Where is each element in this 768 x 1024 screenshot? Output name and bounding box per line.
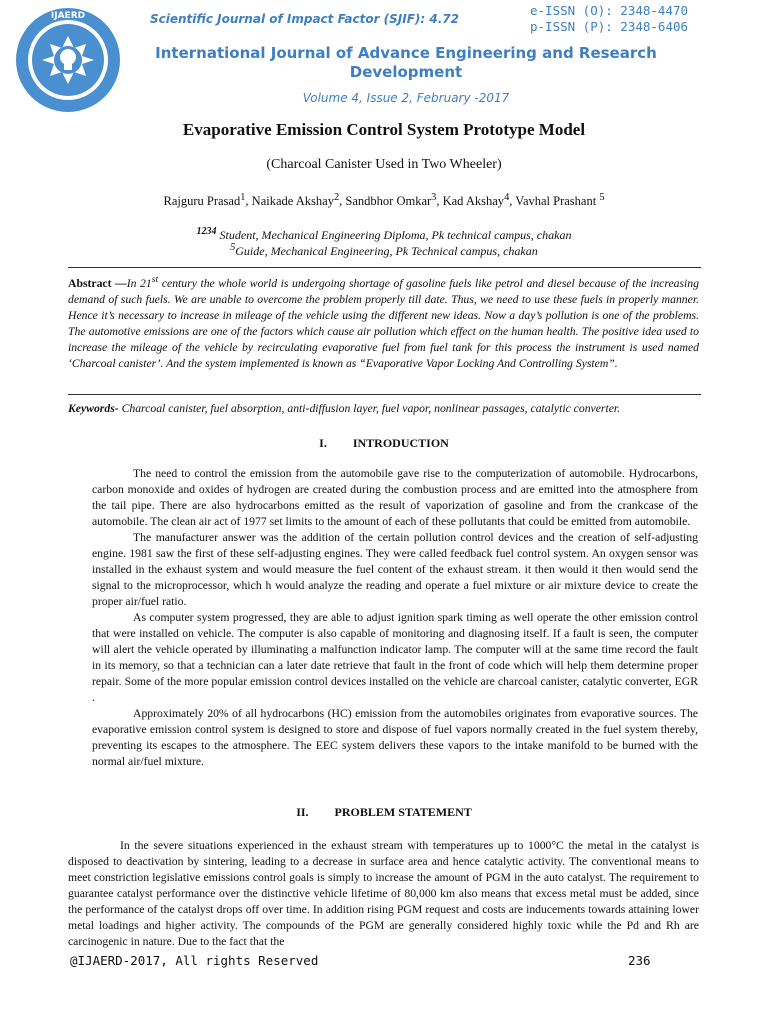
author-sup: 4 — [504, 192, 510, 203]
eissn: e-ISSN (O): 2348-4470 — [530, 3, 689, 18]
section-title: INTRODUCTION — [352, 436, 449, 450]
keywords-label: Keywords- — [68, 402, 119, 415]
section-title: PROBLEM STATEMENT — [334, 805, 472, 819]
abstract — [68, 272, 699, 372]
paragraph: Approximately 20% of all hydrocarbons (HC) emission from the automobiles originates from evaporative sources. The evaporative emission control system is designed to store and dispose of fuel vapors normally created in the fuel system thereby, preventing its escapes to the atmosphere. The EEC system delivers these vapors to the intake manifold to be burned with the normal air/fuel mixture. — [92, 707, 698, 768]
page-number: 236 — [628, 953, 651, 968]
paragraph: As computer system progressed, they are able to adjust ignition spark timing as well operate the other emission control that were installed on vehicle. The computer is also capable of monitoring and diagnosing itself. If a fault is seen, the computer will alert the vehicle operated by illuminating a malfunction indicator lamp. The computer will at the same time record the fault in its memory, so that a technician can a later date retrieve that fault in the front of code which will help them determine proper repair. Some of the more popular emission control devices installed on the vehicle are charcoal canister, catalytic converter, EGR . — [92, 611, 698, 704]
paragraph: In the severe situations experienced in the exhaust stream with temperatures up to 1000°C the metal in the catalyst is disposed to deactivation by sintering, leading to a decrease in surface area and hence catalytic activity. The conventional means to meet constriction legislative emissions control goals is simply to increase the amount of PGM in the auto catalyst. The requirement to guarantee catalyst performance over the distinctive vehicle lifetime of 80,000 km also means that excess metal must be added, since the performance of the catalyst drops off over time. In addition rising PGM request and costs are inducements towards attaining lower metal loadings and higher activity. The compounds of the PGM are generally considered highly toxic while the Pd and Rh are carcinogenic in nature. Due to the fact that the — [68, 839, 699, 948]
introduction-body — [92, 466, 698, 770]
abstract-pre: In 21 — [126, 276, 152, 290]
author-name: Vavhal Prashant — [515, 194, 600, 209]
section-heading-problem-statement — [0, 805, 768, 820]
keywords — [68, 402, 708, 415]
affiliation-2-text: Guide, Mechanical Engineering, Pk Technical campus, chakan — [235, 244, 538, 258]
abstract-text: century the whole world is undergoing shortage of gasoline fuels like petrol and diesel because of the increasing demand of such fuels. We are unable to overcome the problem properly till date. Thus, we need to use these fuels in properly manner. Hence it’s necessary to increase in mileage of the vehicle using the different new ideas. Now a day’s pollution is one of the problems. The automotive emissions are one of the factors which cause air pollution which effect on the human health. The positive idea used to increase the mileage of the vehicle by recirculating evaporative fuel from fuel tank for this process the instrument is used named ‘Charcoal canister’. And the system implemented is known as “Evaporative Vapor Locking And Controlling System”. — [68, 276, 699, 370]
abstract-top-rule — [68, 267, 701, 268]
author-name: Rajguru Prasad — [163, 194, 241, 209]
volume-issue: Volume 4, Issue 2, February -2017 — [302, 91, 510, 105]
affiliation-2 — [0, 242, 768, 259]
sjif-impact-factor: Scientific Journal of Impact Factor (SJIF): 4.72 — [150, 12, 459, 26]
paragraph: The need to control the emission from the automobile gave rise to the computerization of automobile. Hydrocarbons, carbon monoxide and oxides of hydrogen are created during the combustion process and are emitted into the atmosphere from the tail pipe. There are also hydrocarbons emitted as the result of vaporization of gasoline and from the crankcase of the automobile. The clean air act of 1977 set limits to the amount of each of these pollutants that could be emitted from automobile. — [92, 467, 698, 528]
paragraph: The manufacturer answer was the addition of the certain pollution control devices and the creation of self-adjusting engine. 1981 saw the first of these self-adjusting engines. They were called feedback fuel control system. An oxygen sensor was installed in the exhaust system and would measure the fuel content of the exhaust stream. it then would it then would send the signal to the microprocessor, which h would analyze the reading and operate a fuel mixture or air mixture device to create the proper air/fuel ratio. — [92, 531, 698, 608]
abstract-sup: st — [151, 274, 159, 285]
author-sup: 5 — [599, 192, 605, 203]
journal-name-line2: Development — [349, 63, 463, 81]
problem-statement-body — [68, 838, 699, 950]
journal-logo — [8, 4, 128, 116]
issn-block — [530, 3, 688, 35]
abstract-bottom-rule — [68, 394, 701, 395]
pissn: p-ISSN (P): 2348-6406 — [530, 19, 689, 34]
author-name: Naikade Akshay — [251, 194, 334, 209]
affiliation-1-text: Student, Mechanical Engineering Diploma, Pk technical campus, chakan — [216, 228, 572, 242]
author-name: Sandbhor Omkar — [345, 194, 432, 209]
paper-subtitle: (Charcoal Canister Used in Two Wheeler) — [266, 157, 502, 172]
affiliation-1-sup: 1234 — [196, 226, 217, 237]
author-sup: 3 — [431, 192, 437, 203]
journal-name-line1: International Journal of Advance Engineering and Research — [155, 44, 657, 62]
footer-copyright: @IJAERD-2017, All rights Reserved — [70, 953, 319, 968]
affiliation-1 — [0, 226, 768, 243]
section-heading-introduction — [0, 436, 768, 451]
section-number: II. — [296, 805, 309, 819]
paper-title: Evaporative Emission Control System Prototype Model — [182, 120, 586, 139]
author-list: Rajguru Prasad$^1$, Naikade Akshay$^2$, Sandbhor Omkar$^3$, Kad Akshay$^4$, Vavhal Prashant $^5$ — [163, 192, 605, 209]
author-sup: 1 — [240, 192, 246, 203]
author-sup: 2 — [333, 192, 340, 203]
logo-text: IJAERD — [50, 11, 86, 21]
abstract-label: Abstract — — [68, 276, 127, 290]
keywords-text: Charcoal canister, fuel absorption, anti-diffusion layer, fuel vapor, nonlinear passages, catalytic converter. — [118, 402, 621, 415]
section-number: I. — [319, 436, 327, 450]
affiliation-2-sup: 5 — [230, 242, 236, 253]
journal-name — [150, 44, 662, 82]
author-name: Kad Akshay — [442, 194, 505, 209]
